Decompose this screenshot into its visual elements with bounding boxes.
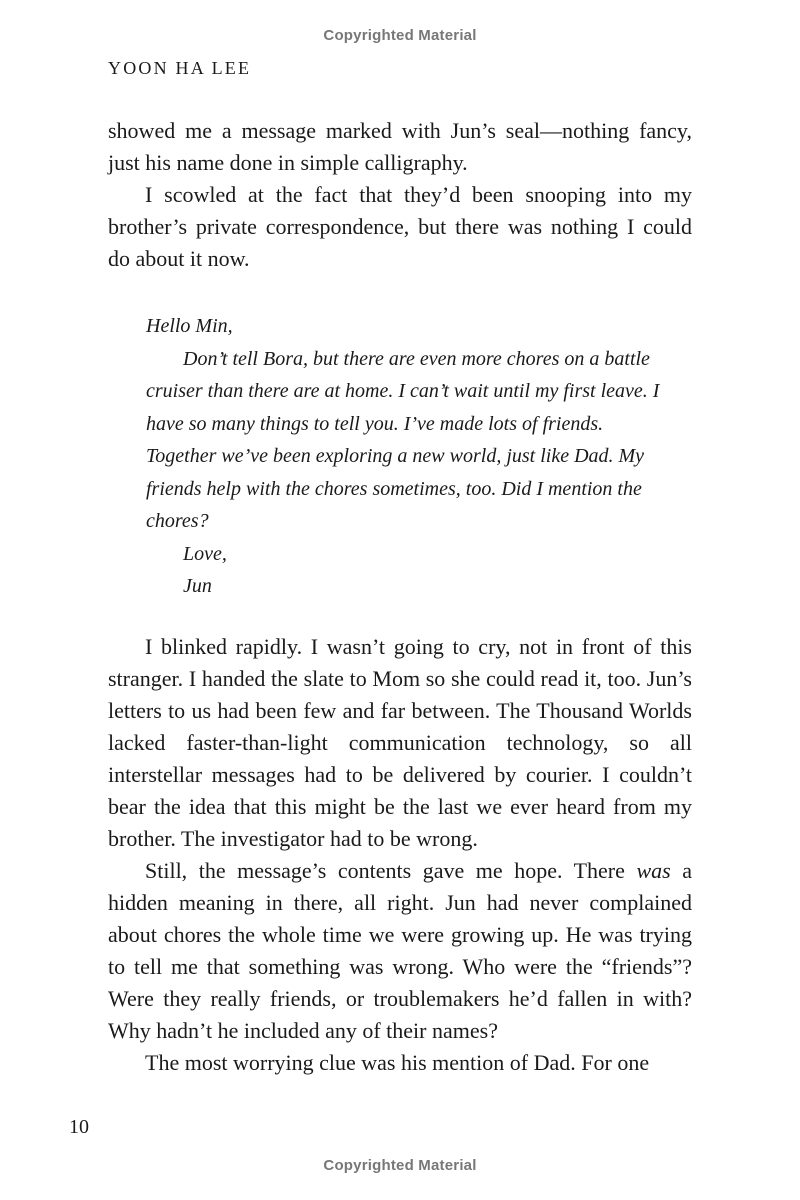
emphasis-word: was (636, 858, 671, 883)
copyright-watermark-top: Copyrighted Material (323, 27, 477, 44)
letter-signature: Jun (183, 575, 212, 597)
paragraph-text: Still, the message’s contents gave me hope. There (145, 858, 637, 883)
page-number: 10 (69, 1116, 89, 1138)
paragraph-text: a hidden meaning in there, all right. Jun had never complained about chores the whole time we were growing up. He was trying to tell me that something was wrong. Who were the “friends”? Were they really friends, or troublemakers he’d fallen in with? Why hadn’t he included any of their names? (108, 858, 693, 1043)
letter-body: Don’t tell Bora, but there are even more chores on a battle cruiser than there are at home. I can’t wait until my first leave. I have so many things to tell you. I’ve made lots of friends. Together we’ve been exploring a new world, just like Dad. My friends help with the chores sometimes, too. Did I mention the chores? (146, 347, 660, 532)
text-block-after-letter (108, 631, 692, 1079)
paragraph: The most worrying clue was his mention of Dad. For one (145, 1050, 650, 1075)
paragraph: I blinked rapidly. I wasn’t going to cry, not in front of this stranger. I handed the slate to Mom so she could read it, too. Jun’s letters to us had been few and far between. The Thousand Worlds lacked faster-than-light communication technology, so all interstellar messages had to be delivered by courier. I couldn’t bear the idea that this might be the last we ever heard from my brother. The investigator had to be wrong. (108, 634, 692, 851)
paragraph: I scowled at the fact that they’d been snooping into my brother’s private correspondence, but there was nothing I could do about it now. (108, 182, 692, 271)
letter-greeting: Hello Min, (146, 315, 233, 337)
letter-closing: Love, (183, 542, 227, 565)
paragraph (108, 855, 692, 1047)
running-head-author: YOON HA LEE (108, 58, 252, 78)
text-block-before-letter (108, 115, 692, 275)
copyright-watermark-bottom: Copyrighted Material (323, 1157, 477, 1174)
paragraph: showed me a message marked with Jun’s seal—nothing fancy, just his name done in simple calligraphy. (108, 118, 692, 175)
letter-block (146, 310, 666, 603)
